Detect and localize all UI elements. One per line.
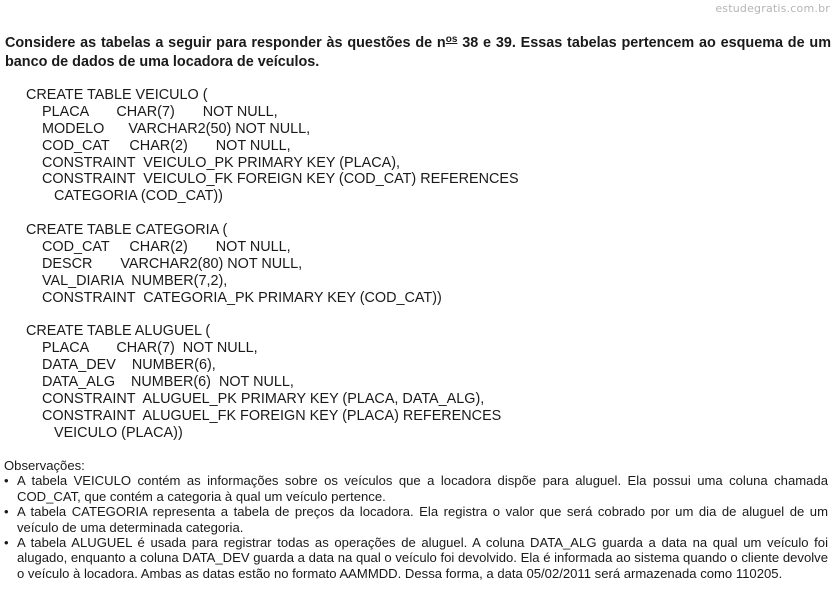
- observations-section: [4, 458, 828, 581]
- observations-heading: Observações:: [4, 458, 85, 473]
- sql-code-line: COD_CAT CHAR(2) NOT NULL,: [26, 137, 291, 154]
- sql-code-line: [26, 307, 519, 324]
- sql-code-line: PLACA CHAR(7) NOT NULL,: [26, 103, 278, 120]
- sql-code-line: PLACA CHAR(7) NOT NULL,: [26, 340, 258, 357]
- bullet: •: [4, 504, 9, 520]
- sql-code-line: DATA_DEV NUMBER(6),: [26, 357, 216, 374]
- sql-code-line: CREATE TABLE VEICULO (: [26, 87, 208, 103]
- sql-code-line: DATA_ALG NUMBER(6) NOT NULL,: [26, 374, 294, 391]
- sql-code-line: CREATE TABLE CATEGORIA (: [26, 222, 228, 239]
- bullet: •: [4, 473, 9, 489]
- observations-list: [4, 473, 828, 581]
- observation-item-categoria: [4, 504, 828, 535]
- observation-text: A tabela ALUGUEL é usada para registrar todas as operações de aluguel. A coluna DATA_ALG guarda a data na qual um veículo foi alugado, enquanto a coluna DATA_DEV guarda a data na qual o veículo foi devolvido. Ela é informada ao sistema quando o cliente devolve o veículo à locadora. Ambas as datas estão no formato AAMMDD. Dessa forma, a data 05/02/2011 será armazenada como 110205.: [17, 535, 828, 581]
- question-intro: [5, 34, 831, 72]
- sql-code-line: CONSTRAINT VEICULO_FK FOREIGN KEY (COD_CAT) REFERENCES: [26, 171, 519, 188]
- sql-code-line: VEICULO (PLACA)): [26, 424, 183, 441]
- observation-item-aluguel: [4, 535, 828, 581]
- observation-text: A tabela CATEGORIA representa a tabela de preços da locadora. Ela registra o valor que será cobrado por um dia de aluguel de um veículo de uma determinada categoria.: [17, 504, 828, 535]
- sql-code-line: [26, 205, 519, 222]
- sql-code-line: CONSTRAINT ALUGUEL_FK FOREIGN KEY (PLACA) REFERENCES: [26, 407, 502, 424]
- sql-code-block: [26, 87, 519, 442]
- sql-code-line: CREATE TABLE ALUGUEL (: [26, 323, 211, 340]
- sql-code-line: CONSTRAINT VEICULO_PK PRIMARY KEY (PLACA),: [26, 154, 400, 171]
- sql-code-line: CONSTRAINT CATEGORIA_PK PRIMARY KEY (COD_CAT)): [26, 289, 442, 306]
- observation-text: A tabela VEICULO contém as informações sobre os veículos que a locadora dispõe para aluguel. Ela possui uma coluna chamada COD_CAT, que contém a categoria à qual um veículo pertence.: [17, 473, 828, 504]
- sql-code-line: CATEGORIA (COD_CAT)): [26, 188, 223, 205]
- intro-superscript: os: [445, 34, 458, 45]
- observation-item-veiculo: [4, 473, 828, 504]
- bullet: •: [4, 535, 9, 551]
- sql-code-line: COD_CAT CHAR(2) NOT NULL,: [26, 239, 291, 256]
- watermark: estudegratis.com.br: [715, 2, 830, 15]
- intro-text-end: 38 e 39. Essas tabelas pertencem ao esquema de um banco de dados de uma locadora de veículos.: [5, 35, 831, 70]
- intro-text-start: Considere as tabelas a seguir para responder às questões de n: [5, 35, 446, 51]
- sql-code-line: MODELO VARCHAR2(50) NOT NULL,: [26, 120, 311, 137]
- sql-code-line: CONSTRAINT ALUGUEL_PK PRIMARY KEY (PLACA, DATA_ALG),: [26, 391, 485, 408]
- sql-code-line: VAL_DIARIA NUMBER(7,2),: [26, 272, 228, 289]
- sql-code-line: DESCR VARCHAR2(80) NOT NULL,: [26, 255, 303, 272]
